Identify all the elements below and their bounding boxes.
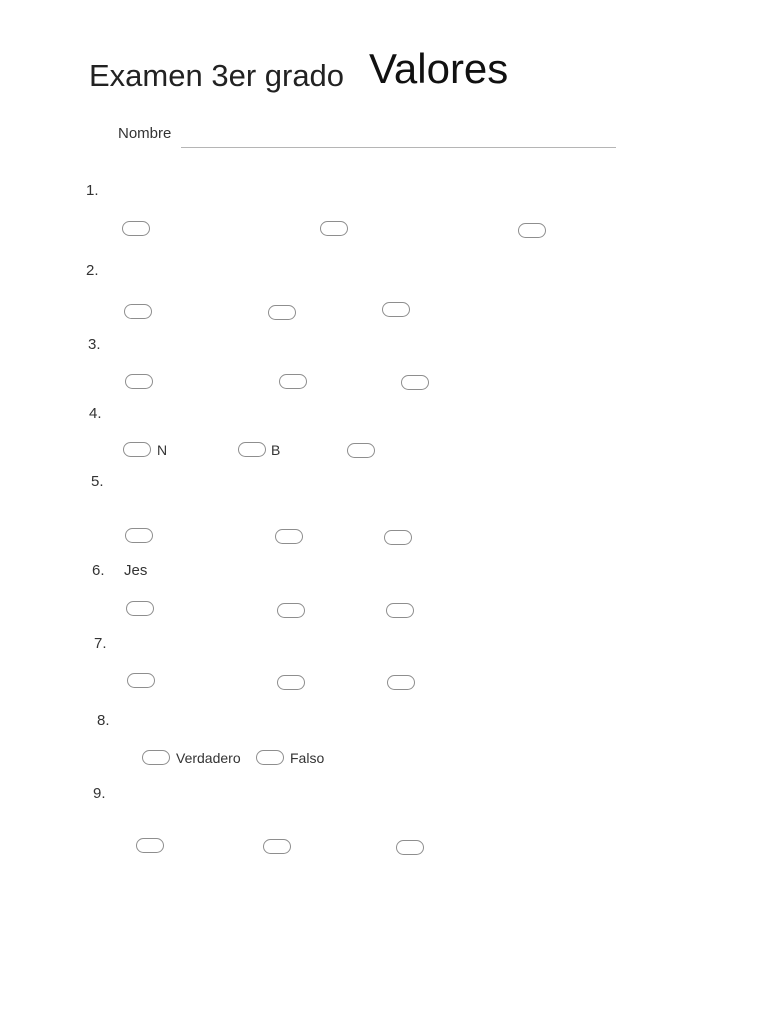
question-number-4: 4.	[89, 405, 102, 422]
exam-title: Examen 3er grado	[89, 58, 345, 93]
q8-option-verdadero-radio[interactable]	[142, 750, 170, 765]
q9-option-3-radio[interactable]	[396, 840, 424, 855]
q5-option-3-radio[interactable]	[384, 530, 412, 545]
question-number-7: 7.	[94, 635, 107, 652]
q6-option-2-radio[interactable]	[277, 603, 305, 618]
q4-option-3-radio[interactable]	[347, 443, 375, 458]
subject-title: Valores	[369, 45, 509, 92]
q8-option-falso-radio[interactable]	[256, 750, 284, 765]
question-number-5: 5.	[91, 473, 104, 490]
question-text-6: Jes	[124, 562, 148, 579]
q1-option-3-radio[interactable]	[518, 223, 546, 238]
question-number-8: 8.	[97, 712, 110, 729]
q7-option-2-radio[interactable]	[277, 675, 305, 690]
q7-option-3-radio[interactable]	[387, 675, 415, 690]
q6-option-3-radio[interactable]	[386, 603, 414, 618]
q3-option-2-radio[interactable]	[279, 374, 307, 389]
q8-option-falso-label: Falso	[290, 750, 325, 766]
q8-option-verdadero-label: Verdadero	[176, 750, 241, 766]
q1-option-1-radio[interactable]	[122, 221, 150, 236]
q4-option-2-radio[interactable]	[238, 442, 266, 457]
question-number-6: 6.	[92, 562, 105, 579]
q9-option-2-radio[interactable]	[263, 839, 291, 854]
q6-option-1-radio[interactable]	[126, 601, 154, 616]
q1-option-2-radio[interactable]	[320, 221, 348, 236]
q4-option-1-radio[interactable]	[123, 442, 151, 457]
name-label: Nombre	[118, 125, 172, 142]
q9-option-1-radio[interactable]	[136, 838, 164, 853]
q4-option-2-label: B	[271, 442, 281, 458]
question-number-2: 2.	[86, 262, 99, 279]
q2-option-2-radio[interactable]	[268, 305, 296, 320]
q5-option-2-radio[interactable]	[275, 529, 303, 544]
question-number-1: 1.	[86, 182, 99, 199]
q5-option-1-radio[interactable]	[125, 528, 153, 543]
q4-option-1-label: N	[157, 442, 168, 458]
name-input-line[interactable]	[181, 147, 616, 148]
question-number-9: 9.	[93, 785, 106, 802]
q3-option-3-radio[interactable]	[401, 375, 429, 390]
q7-option-1-radio[interactable]	[127, 673, 155, 688]
q2-option-3-radio[interactable]	[382, 302, 410, 317]
q2-option-1-radio[interactable]	[124, 304, 152, 319]
question-number-3: 3.	[88, 336, 101, 353]
q3-option-1-radio[interactable]	[125, 374, 153, 389]
